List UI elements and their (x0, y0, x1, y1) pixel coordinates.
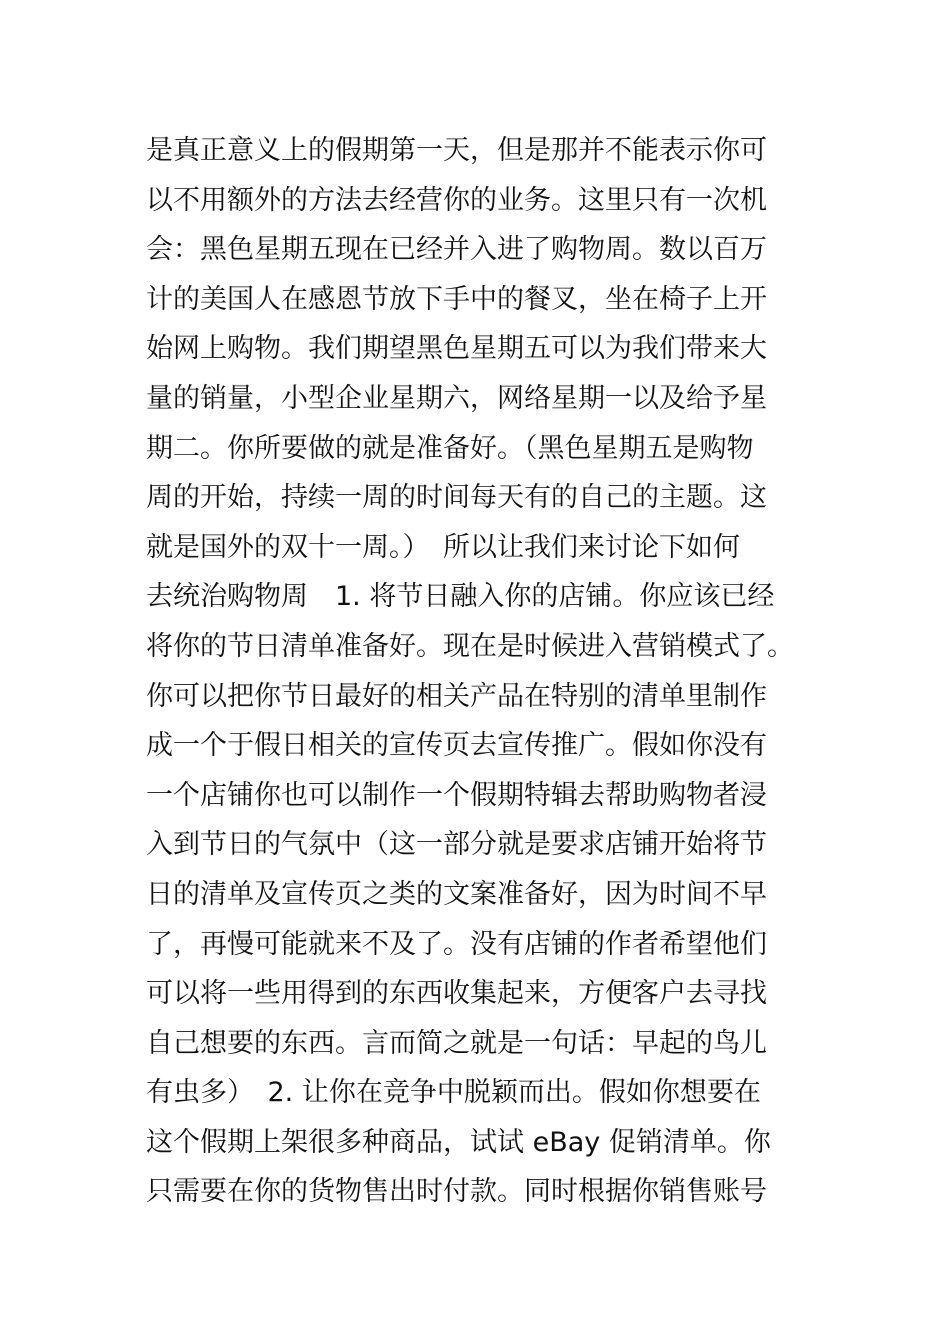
text-line: 你可以把你节日最好的相关产品在特别的清单里制作 (146, 680, 767, 712)
text-line: 可以将一些用得到的东西收集起来，方便客户去寻找 (146, 978, 767, 1010)
text-line: 期二。你所要做的就是准备好。（黑色星期五是购物 (146, 432, 754, 464)
text-line: 入到节日的气氛中（这一部分就是要求店铺开始将节 (146, 829, 767, 861)
text-line: 一个店铺你也可以制作一个假期特辑去帮助购物者浸 (146, 779, 767, 811)
text-line: 会：黑色星期五现在已经并入进了购物周。数以百万 (146, 234, 767, 266)
text-line: 有虫多） 2. 让你在竞争中脱颖而出。假如你想要在 (146, 1077, 761, 1109)
text-line: 周的开始，持续一周的时间每天有的自己的主题。这 (146, 482, 767, 514)
text-line: 将你的节日清单准备好。现在是时候进入营销模式了。 (146, 630, 794, 662)
text-line: 始网上购物。我们期望黑色星期五可以为我们带来大 (146, 333, 767, 365)
text-line: 就是国外的双十一周。） 所以让我们来讨论下如何 (146, 531, 740, 563)
text-line: 量的销量，小型企业星期六，网络星期一以及给予星 (146, 382, 767, 414)
text-line: 计的美国人在感恩节放下手中的餐叉，坐在椅子上开 (146, 283, 767, 315)
text-line: 是真正意义上的假期第一天，但是那并不能表示你可 (146, 135, 767, 166)
text-line: 自己想要的东西。言而简之就是一句话：早起的鸟儿 (146, 1027, 767, 1059)
text-line: 日的清单及宣传页之类的文案准备好，因为时间不早 (146, 878, 767, 910)
text-line: 成一个于假日相关的宣传页去宣传推广。假如你没有 (146, 730, 767, 762)
text-line: 了，再慢可能就来不及了。没有店铺的作者希望他们 (146, 928, 767, 960)
body-text (146, 126, 846, 1217)
text-line: 去统治购物周 1. 将节日融入你的店铺。你应该已经 (146, 581, 775, 613)
text-line: 以不用额外的方法去经营你的业务。这里只有一次机 (146, 184, 767, 216)
text-line: 这个假期上架很多种商品，试试 eBay 促销清单。你 (146, 1126, 771, 1158)
text-line: 只需要在你的货物售出时付款。同时根据你销售账号 (146, 1176, 767, 1208)
